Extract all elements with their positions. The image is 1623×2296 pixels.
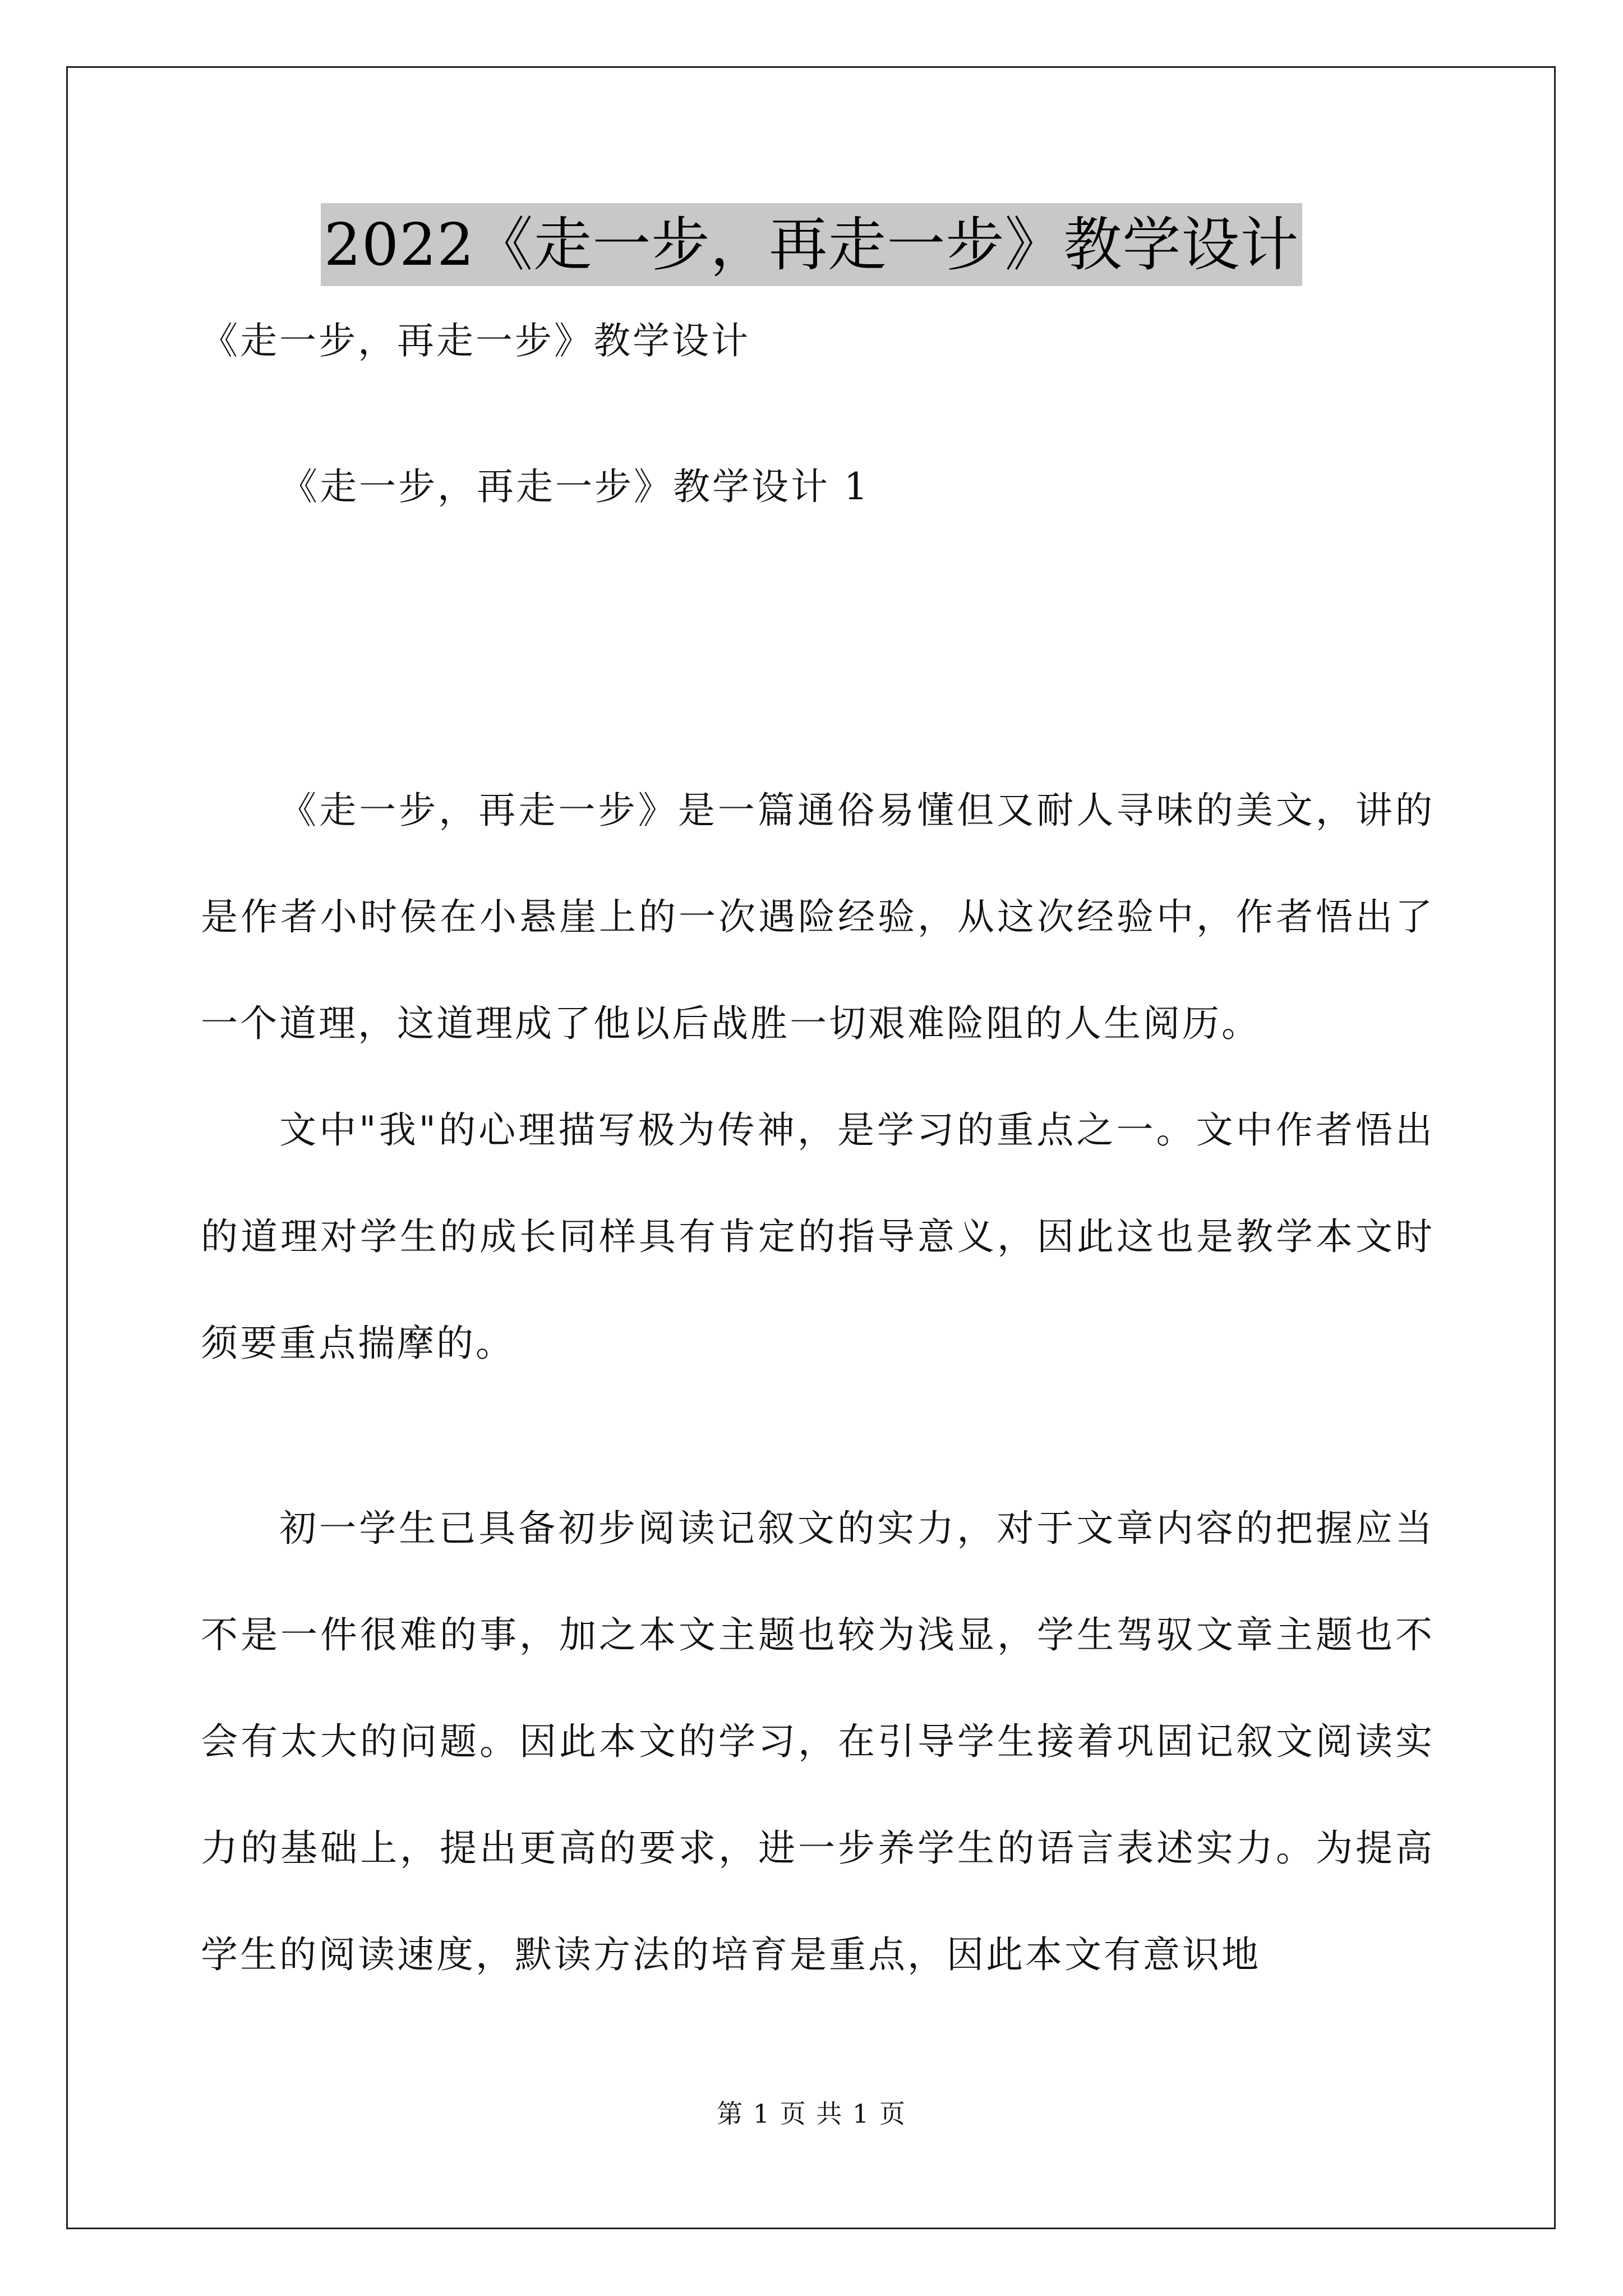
paragraph-2: 文中"我"的心理描写极为传神，是学习的重点之一。文中作者悟出的道理对学生的成长同样具有肯定的指导意义，因此这也是教学本文时须要重点揣摩的。 bbox=[201, 1108, 1435, 1365]
page-footer: 第 1 页 共 1 页 bbox=[717, 2099, 906, 2129]
section-heading: 《走一步，再走一步》教学设计 1 bbox=[280, 465, 870, 508]
document-subtitle: 《走一步，再走一步》教学设计 bbox=[201, 319, 750, 362]
document-title: 2022《走一步，再走一步》教学设计 bbox=[321, 203, 1303, 286]
paragraph-3: 初一学生已具备初步阅读记叙文的实力，对于文章内容的把握应当不是一件很难的事，加之本文主题也较为浅显，学生驾驭文章主题也不会有太大的问题。因此本文的学习，在引导学生接着巩固记叙文阅读实力的基础上，提出更高的要求，进一步养学生的语言表述实力。为提高学生的阅读速度，默读方法的培育是重点，因此本文有意识地 bbox=[201, 1507, 1435, 1976]
paragraph-1: 《走一步，再走一步》是一篇通俗易懂但又耐人寻味的美文，讲的是作者小时侯在小悬崖上的一次遇险经验，从这次经验中，作者悟出了一个道理，这道理成了他以后战胜一切艰难险阻的人生阅历。 bbox=[201, 789, 1435, 1045]
title-container bbox=[0, 203, 1623, 286]
